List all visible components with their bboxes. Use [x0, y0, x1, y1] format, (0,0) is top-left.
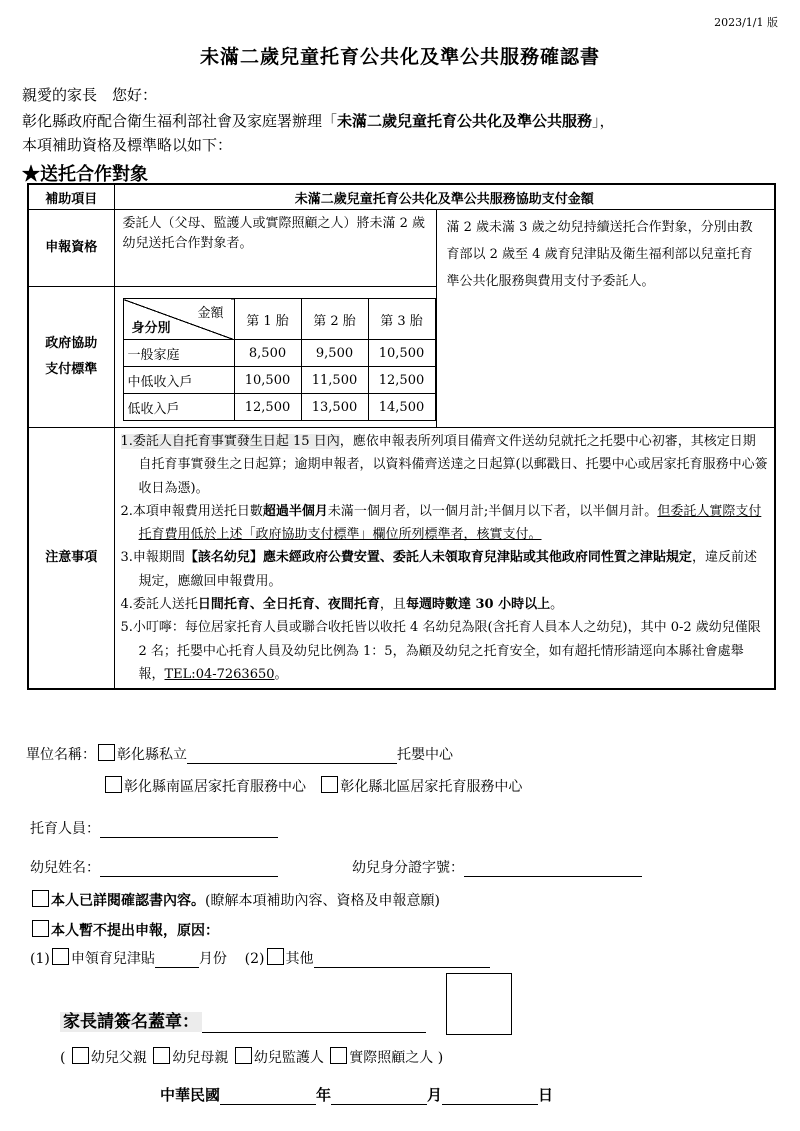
table-row-eligibility [28, 210, 775, 287]
signature-row [60, 1007, 426, 1033]
subsidy-table [27, 183, 776, 690]
signature-field[interactable] [202, 1012, 426, 1033]
relation-guardian-checkbox[interactable] [235, 1047, 252, 1064]
phone-number: TEL:04-7263650 [164, 666, 275, 682]
relation-row: ( 幼兒父親 幼兒母親 幼兒監護人 實際照顧之人 ) [60, 1047, 443, 1067]
notes-cell [114, 428, 775, 690]
amount-row: 低收入戶 12,500 13,500 14,500 [123, 394, 435, 421]
unit-row-2: 彰化縣南區居家托育服務中心 彰化縣北區居家托育服務中心 [103, 776, 522, 796]
child-id-row: 幼兒身分證字號： [352, 857, 642, 877]
amount-row: 一般家庭 8,500 9,500 10,500 [123, 340, 435, 367]
not-apply-row: 本人暫不提出申報，原因： [30, 920, 219, 940]
col-header: 第 2 胎 [301, 299, 368, 340]
unit-private-checkbox[interactable] [98, 744, 115, 761]
amount-table [123, 298, 436, 421]
note-1: 1.委託人自托育事實發生日起 15 日內，應依申報表所列項目備齊文件送幼兒就托之托嬰中心初審，其核定日期自托育事實發生之日起算；逾期申報者，以資料備齊送達之日起算(以郵戳日、托嬰中心或居家托育服務中心簽收日為憑)。 [120, 434, 768, 496]
table-header-row [28, 184, 775, 210]
table-row-notes [28, 428, 775, 690]
confirm-read-checkbox[interactable] [32, 890, 49, 907]
intro-paragraph: 彰化縣政府配合衛生福利部社會及家庭署辦理「未滿二歲兒童托育公共化及準公共服務」， [22, 112, 615, 130]
day-field[interactable] [442, 1086, 538, 1105]
diagonal-header: 金額 身分別 [123, 299, 234, 340]
unit-north-checkbox[interactable] [321, 776, 338, 793]
note-5: 5.小叮嚀：每位居家托育人員或聯合收托皆以收托 4 名幼兒為限(含托育人員本人之幼兒)，其中 0-2 歲幼兒僅限 2 名；托嬰中心托育人員及幼兒比例為 1：5，為顧及幼兒之托育安全，如有超托情形請逕向本縣社會處舉報，TEL:04-7263650。 [120, 620, 761, 682]
greeting: 親愛的家長 您好： [22, 86, 158, 104]
unit-row: 單位名稱： 彰化縣私立 托嬰中心 [26, 744, 453, 764]
caregiver-field[interactable] [100, 821, 278, 838]
page-title: 未滿二歲兒童托育公共化及準公共服務確認書 [199, 46, 600, 68]
reason-allowance-checkbox[interactable] [52, 948, 69, 965]
header-item: 補助項目 [28, 184, 114, 210]
relation-mother-checkbox[interactable] [153, 1047, 170, 1064]
reason-other-checkbox[interactable] [267, 948, 284, 965]
notes-label: 注意事項 [28, 428, 114, 690]
col-header: 第 1 胎 [234, 299, 301, 340]
header-amount: 未滿二歲兒童托育公共化及準公共服務協助支付金額 [114, 184, 775, 210]
reason-other-field[interactable] [314, 951, 490, 968]
relation-caregiver-checkbox[interactable] [330, 1047, 347, 1064]
child-row: 幼兒姓名： [30, 857, 278, 877]
col-header: 第 3 胎 [368, 299, 435, 340]
confirm-read-row: 本人已詳閱確認書內容。(瞭解本項補助內容、資格及申報意願) [30, 890, 440, 910]
standard-cell [114, 287, 436, 428]
note-2: 2.本項申報費用送托日數超過半個月未滿一個月者，以一個月計;半個月以下者，以半個月計。但委託人實際支付托育費用低於上述「政府協助支付標準」欄位所列標準者，核實支付。 [120, 503, 762, 543]
seal-box[interactable] [446, 973, 512, 1035]
section-title: ★送托合作對象 [22, 164, 148, 185]
reason-month-field[interactable] [155, 951, 199, 968]
relation-father-checkbox[interactable] [72, 1047, 89, 1064]
unit-south-checkbox[interactable] [105, 776, 122, 793]
reason-row: (1) 申領育兒津貼 月份 (2) 其他 [30, 948, 490, 968]
note-3: 3.申報期間【該名幼兒】應未經政府公費安置、委託人未領取育兒津貼或其他政府同性質之津貼規定，違反前述規定，應繳回申報費用。 [120, 550, 757, 589]
child-id-field[interactable] [464, 860, 642, 877]
standard-label: 政府協助 支付標準 [28, 287, 114, 428]
not-apply-checkbox[interactable] [32, 920, 49, 937]
note-4: 4.委託人送托日間托育、全日托育、夜間托育，且每週時數達 30 小時以上。 [120, 597, 564, 613]
child-name-field[interactable] [100, 860, 278, 877]
version-label: 2023/1/1 版 [714, 16, 778, 29]
amount-row: 中低收入戶 10,500 11,500 12,500 [123, 367, 435, 394]
signature-label: 家長請簽名蓋章： [60, 1012, 202, 1032]
month-field[interactable] [331, 1086, 427, 1105]
eligibility-text: 委託人（父母、監護人或實際照顧之人）將未滿 2 歲幼兒送托合作對象者。 [114, 210, 436, 287]
program-name: 未滿二歲兒童托育公共化及準公共服務 [337, 112, 593, 130]
unit-name-field[interactable] [187, 747, 397, 764]
intro-paragraph-2: 本項補助資格及標準略以如下： [22, 136, 233, 154]
year-field[interactable] [220, 1086, 316, 1105]
eligibility-note: 滿 2 歲未滿 3 歲之幼兒持續送托合作對象，分別由教育部以 2 歲至 4 歲育兒津貼及衛生福利部以兒童托育準公共化服務與費用支付予委託人。 [436, 210, 775, 428]
date-row: 中華民國 年 月 日 [160, 1086, 554, 1104]
caregiver-row: 托育人員： [30, 818, 278, 838]
eligibility-label: 申報資格 [28, 210, 114, 287]
